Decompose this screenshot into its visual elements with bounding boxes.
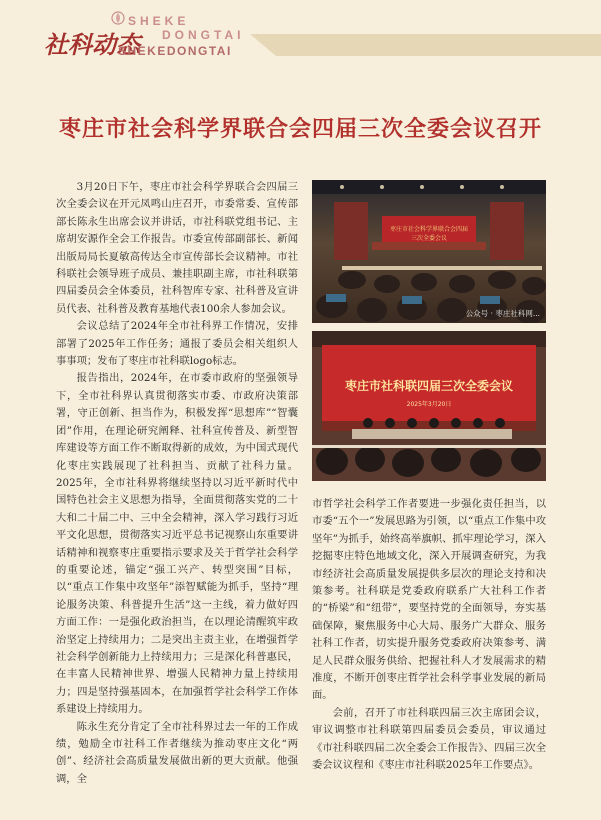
article-title: 枣庄市社会科学界联合会四届三次全委会议召开 [58, 116, 542, 142]
meeting-hall-illustration [312, 180, 546, 323]
meeting-photo-hall [312, 180, 546, 323]
paragraph: 市哲学社会科学工作者要进一步强化责任担当，以市委“五个一”发展思路为引领，以“重点工作集中攻坚年”为抓手，始终高举旗帜、抓牢理论学习，深入挖掘枣庄特色地域文化，深入开展调查研究，为我市经济社会高质量发展提供多层次的理论支持和决策参考。社科联是党委政府联系广大社科工作者的“桥梁”和“纽带”，要坚持党的全面领导，夯实基础保障，聚焦服务中心大局、服务广大群众、服务社科工作者，切实提升服务党委政府决策参考、满足人民群众服务供给、把握社科人才发展需求的精准度，不断开创枣庄哲学社会科学事业发展的新局面。 [312, 498, 546, 702]
paragraph: 会前，召开了市社科联四届三次主席团会议，审议调整市社科联第四届委员会委员，审议通过《市社科联四届二次全委会工作报告》、四届三次全委会议议程和《枣庄市社科联2025年工作要点》。 [312, 706, 546, 772]
photo2-banner-date: 2025年3月20日 [406, 401, 452, 408]
photo-watermark: 公众号 · 枣庄社科网... [465, 309, 540, 318]
paragraph: 3月20日下午，枣庄市社会科学界联合会四届三次全委会议在开元凤鸣山庄召开，市委常委、宣传部部长陈永生出席会议并讲话，市社科联党组书记、主席胡安源作全会工作报告。市委宣传部副部长、新闻出版局局长夏敏高传达全市宣传部长会议精神。市社科联社会领导班子成员、兼挂职副主席，市社科联第四届委员会全体委员，社科智库专家、社科普及宣讲员代表、社科普及教育基地代表100余人参加会议。 [56, 181, 298, 315]
article-right-column [312, 496, 546, 775]
section-latin-line2: DONGTAI [162, 28, 245, 42]
article-left-column [56, 179, 298, 788]
section-header [0, 0, 601, 70]
paragraph: 报告指出，2024年，在市委市政府的坚强领导下，全市社科界认真贯彻落实市委、市政府决策部署，守正创新、担当作为，积极发挥“思想库”“智囊团”作用，在理论研究阐释、社科宣传普及、新型智库建设等方面工作不断取得新的成效，为中国式现代化枣庄实践展现了社科担当、贡献了社科力量。2025年，全市社科界将继续坚持以习近平新时代中国特色社会主义思想为指导，全面贯彻落实党的二十大和二十届二中、三中全会精神，深入学习践行习近平文化思想，贯彻落实习近平总书记视察山东重要讲话精神和视察枣庄重要指示要求及关于哲学社会科学的重要论述，锚定“强工兴产、转型突围”目标，以“重点工作集中攻坚年”添智赋能为抓手，坚持“理论服务决策、科普提升生活”这一主线，着力做好四方面工作：一是强化政治担当，在以理论清醒筑牢政治坚定上持续用力；二是突出主责主业，在增强哲学社会科学创新能力上持续用力；三是深化科普惠民，在丰富人民精神世界、增强人民精神力量上持续用力；四是坚持强基固本，在加强哲学社会科学工作体系建设上持续用力。 [56, 372, 298, 716]
section-logo-text: 社科动态 [44, 30, 140, 59]
meeting-photo-stage [312, 331, 546, 481]
paragraph: 陈永生充分肯定了全市社科界过去一年的工作成绩，勉励全市社科工作者继续为推动枣庄文化“两创”、经济社会高质量发展做出新的更大贡献。他强调，全 [56, 720, 298, 785]
section-latin-line1: SHEKE [128, 14, 190, 28]
paragraph: 会议总结了2024年全市社科界工作情况，安排部署了2025年工作任务；通报了委员会相关组织人事事项；发布了枣庄市社科联logo标志。 [56, 320, 298, 368]
header-band [250, 34, 601, 56]
leaf-ornament-icon [110, 10, 126, 26]
photo2-banner-text: 枣庄市社科联四届三次全委会议 [344, 379, 513, 393]
photo1-banner-text: 枣庄市社会科学界联合会四届三次全委会议 [389, 226, 468, 242]
section-latin-line3: SHEKEDONGTAI [118, 44, 232, 58]
